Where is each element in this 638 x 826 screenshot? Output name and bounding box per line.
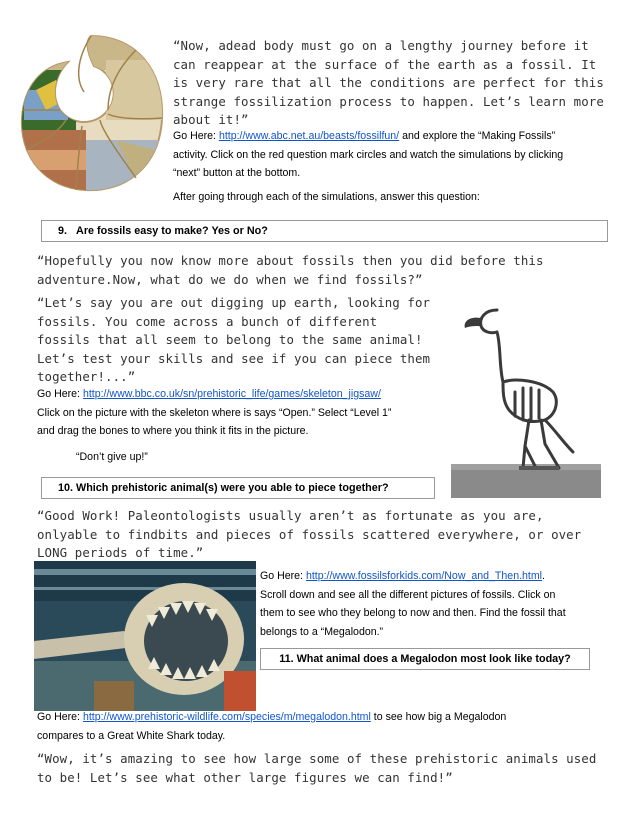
prehistoric-wildlife-megalodon-link[interactable]: http://www.prehistoric-wildlife.com/species/m/megalodon.html: [82, 711, 371, 723]
section2-line1: [37, 385, 447, 404]
question-9-number: 9.: [58, 225, 68, 237]
question-11-text: 11. What animal does a Megalodon most look like today?: [279, 653, 571, 665]
go-here-label: Go Here:: [37, 711, 80, 723]
fossilsforkids-link[interactable]: http://www.fossilsforkids.com/Now_and_Then.html: [305, 570, 543, 582]
bird-skeleton-photo: [445, 296, 605, 504]
abc-fossilfun-link[interactable]: http://www.abc.net.au/beasts/fossilfun/: [218, 130, 400, 142]
hopefully-quote: “Hopefully you now know more about fossils then you did before this adventure.Now, what do we do when we find fossils?”: [37, 253, 544, 287]
section3-link-suffix: .: [542, 570, 545, 582]
go-here-label: Go Here:: [173, 130, 216, 142]
go-here-label: Go Here:: [37, 388, 80, 400]
question-9-box[interactable]: [41, 220, 608, 242]
section1-text1: and explore the “Making Fossils”: [399, 130, 556, 142]
section1-line3: “next” button at the bottom.: [173, 167, 301, 180]
section4-line1: [37, 708, 627, 727]
section2-line2: Click on the picture with the skeleton where is says “Open.” Select “Level 1”: [37, 406, 392, 419]
section2-instructions: [37, 385, 447, 466]
section1-instructions: [173, 127, 623, 206]
section1-line2: activity. Click on the red question mark circles and watch the simulations by clicking: [173, 148, 564, 161]
question-11-box[interactable]: [260, 648, 590, 670]
amazing-quote: “Wow, it’s amazing to see how large some of these prehistoric animals used to be! Let’s see what other large figures we can find!”: [37, 751, 597, 785]
section3-line1: [260, 567, 620, 586]
section3-line4: belongs to a “Megalodon.”: [260, 625, 384, 638]
digging-quote: “Let’s say you are out digging up earth, looking for fossils. You come across a bunch of different fossils that all seem to belong to the same animal! Let’s test your skills and see if you can piece them together!...”: [37, 295, 431, 385]
section1-line4: After going through each of the simulations, answer this question:: [173, 190, 480, 203]
section3-line2: Scroll down and see all the different pictures of fossils. Click on: [260, 588, 556, 601]
intro-quote: “Now, adead body must go on a lengthy journey before it can reappear at the surface of the earth as a fossil. It is very rare that all the conditions are perfect for this strange fossilization process to happen. Let’s learn more about it!”: [173, 38, 604, 128]
section4-text1: to see how big a Megalodon: [370, 711, 507, 723]
section4-instructions: [37, 708, 627, 745]
good-work-quote: “Good Work! Paleontologists usually aren’t as fortunate as you are, onlyable to findbits and pieces of fossils scattered everywhere, or over LONG periods of time.”: [37, 508, 582, 561]
section1-line1: [173, 127, 623, 146]
section4-line2: compares to a Great White Shark today.: [37, 729, 226, 742]
nautilus-fossil-collage: [16, 30, 166, 196]
question-9-text: Are fossils easy to make? Yes or No?: [76, 225, 268, 237]
bbc-skeleton-jigsaw-link[interactable]: http://www.bbc.co.uk/sn/prehistoric_life/games/skeleton_jigsaw/: [82, 388, 381, 400]
megalodon-jaw-photo: [34, 561, 256, 711]
go-here-label: Go Here:: [260, 570, 303, 582]
section2-line3: and drag the bones to where you think it fits in the picture.: [37, 425, 309, 438]
question-10-text: 10. Which prehistoric animal(s) were you able to piece together?: [58, 482, 389, 494]
section3-line3: them to see who they belong to now and then. Find the fossil that: [260, 607, 566, 620]
dont-give-up-text: “Don’t give up!”: [76, 450, 148, 463]
question-10-box[interactable]: [41, 477, 435, 499]
section3-instructions: [260, 567, 620, 641]
